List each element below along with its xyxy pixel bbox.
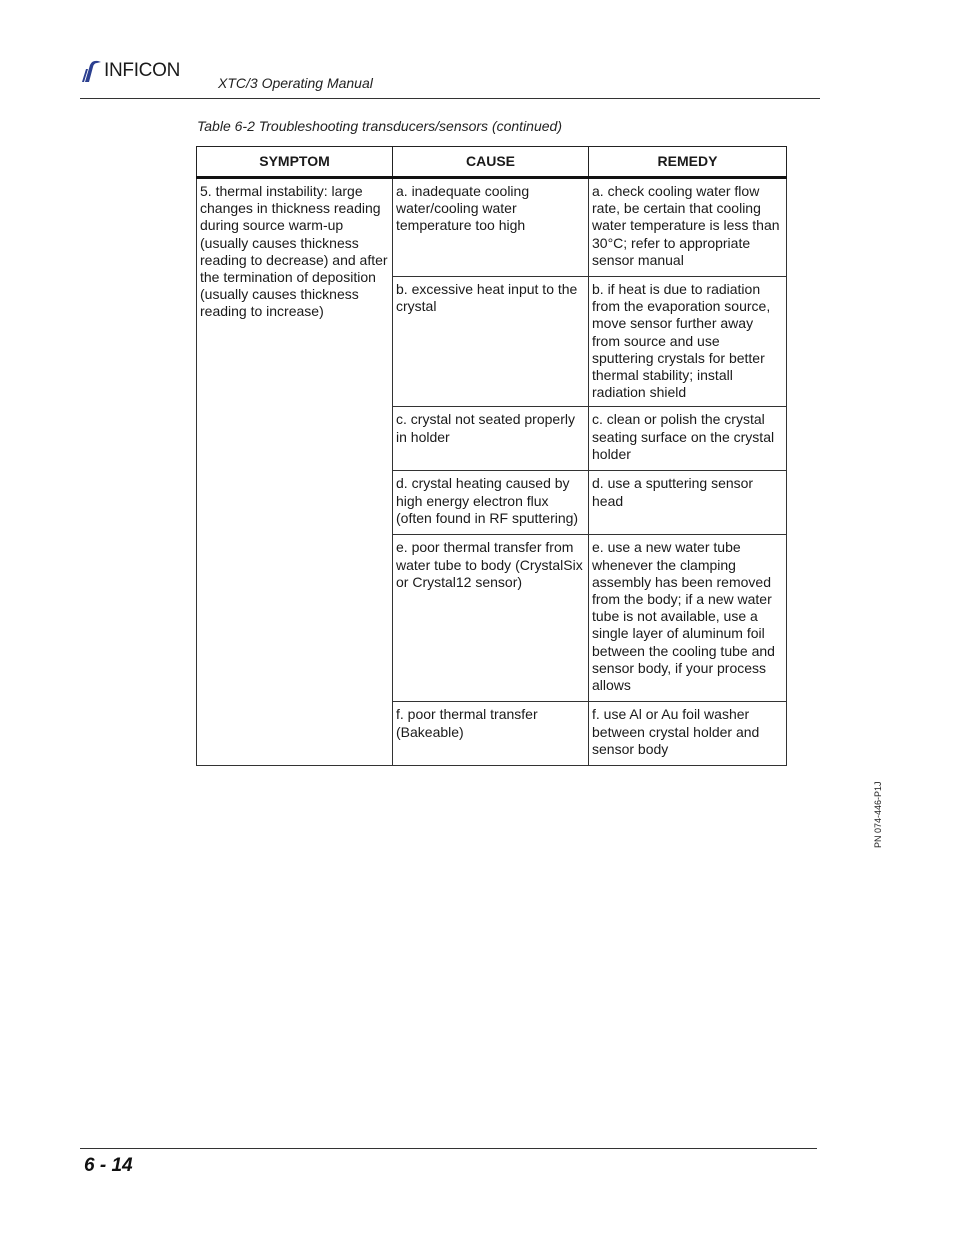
troubleshooting-table	[196, 146, 787, 766]
cause-cell: b. excessive heat input to the crystal	[393, 277, 589, 407]
remedy-cell: e. use a new water tube whenever the clamping assembly has been removed from the body; if a new water tube is not available, use a single layer of aluminum foil between the cooling tube and sensor body, if your process allows	[589, 535, 787, 702]
cause-cell: f. poor thermal transfer (Bakeable)	[393, 702, 589, 766]
table-header-row	[197, 147, 787, 178]
page-number: 6 - 14	[84, 1155, 133, 1176]
remedy-cell: b. if heat is due to radiation from the evaporation source, move sensor further away from source and use sputtering crystals for better thermal stability; install radiation shield	[589, 277, 787, 407]
inficon-logo	[82, 58, 180, 84]
remedy-cell: f. use Al or Au foil washer between crystal holder and sensor body	[589, 702, 787, 766]
remedy-cell: a. check cooling water flow rate, be certain that cooling water temperature is less than 30°C; refer to appropriate sensor manual	[589, 178, 787, 277]
inficon-mark-icon	[82, 59, 102, 83]
header-divider	[80, 98, 820, 99]
table-caption: Table 6-2 Troubleshooting transducers/sensors (continued)	[197, 118, 562, 134]
part-number-note: PN 074-446-P1J	[873, 781, 883, 848]
cause-cell: c. crystal not seated properly in holder	[393, 407, 589, 471]
header-cause: CAUSE	[393, 147, 589, 178]
symptom-cell: 5. thermal instability: large changes in thickness reading during source warm-up (usually causes thickness reading to decrease) and after the termination of deposition (usually causes thickness reading to increase)	[197, 178, 393, 766]
header-symptom: SYMPTOM	[197, 147, 393, 178]
footer-divider	[80, 1148, 817, 1149]
remedy-cell: d. use a sputtering sensor head	[589, 471, 787, 535]
manual-title: XTC/3 Operating Manual	[218, 75, 373, 91]
header-remedy: REMEDY	[589, 147, 787, 178]
cause-cell: a. inadequate cooling water/cooling water temperature too high	[393, 178, 589, 277]
logo-text: INFICON	[104, 60, 181, 81]
cause-cell: e. poor thermal transfer from water tube to body (CrystalSix or Crystal12 sensor)	[393, 535, 589, 702]
table-row	[197, 178, 787, 277]
cause-cell: d. crystal heating caused by high energy electron flux (often found in RF sputtering)	[393, 471, 589, 535]
remedy-cell: c. clean or polish the crystal seating surface on the crystal holder	[589, 407, 787, 471]
